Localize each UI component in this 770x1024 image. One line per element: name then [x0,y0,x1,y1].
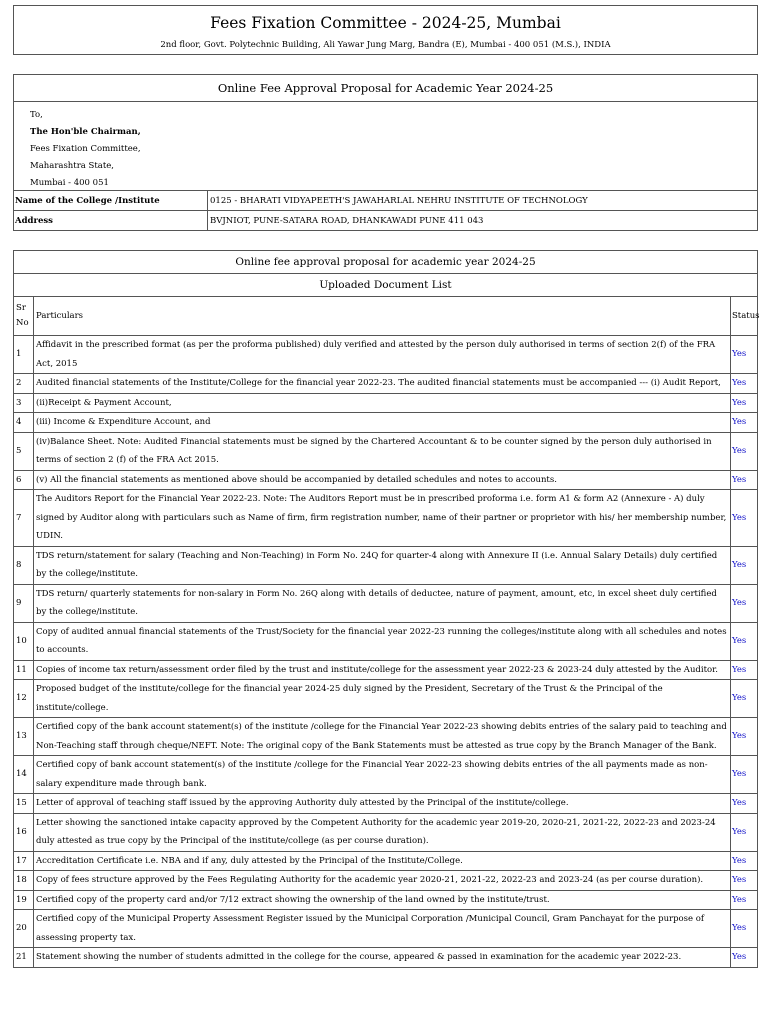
row-particulars: TDS return/ quarterly statements for non-salary in Form No. 26Q along with details of deductee, nature of payment, amount, etc, in excel sheet duly certified by the college/institute. [34,584,731,622]
table-row [14,432,758,470]
row-status: Yes [730,813,757,851]
row-particulars: Copy of audited annual financial statements of the Trust/Society for the financial year 2022-23 running the colleges/institute along with all schedules and notes to accounts. [34,622,731,660]
table-row [14,413,758,433]
row-particulars: (iv)Balance Sheet. Note: Audited Financial statements must be signed by the Chartered Accountant & to be counter signed by the person duly authorised in terms of section 2 (f) of the FRA Act 2015. [34,432,731,470]
table-header-row [14,297,758,336]
college-value: 0125 - BHARATI VIDYAPEETH'S JAWAHARLAL NEHRU INSTITUTE OF TECHNOLOGY [210,196,588,206]
addressee-line: Fees Fixation Committee, [30,144,141,154]
table-row [14,680,758,718]
address-label: Address [14,211,208,231]
row-particulars: Statement showing the number of students admitted in the college for the course, appeared & passed in examination for the academic year 2022-23. [34,948,731,968]
row-particulars: (iii) Income & Expenditure Account, and [34,413,731,433]
proposal-box [13,74,758,231]
table-row [14,756,758,794]
row-sr-no: 14 [14,756,34,794]
address-value: BVJNIOT, PUNE-SATARA ROAD, DHANKAWADI PUNE 411 043 [210,216,484,226]
row-status: Yes [730,890,757,910]
row-status: Yes [730,680,757,718]
table-row [14,910,758,948]
row-particulars: Certified copy of the Municipal Property Assessment Register issued by the Municipal Corporation /Municipal Council, Gram Panchayat for the purpose of assessing property tax. [34,910,731,948]
table-row [14,813,758,851]
document-list [13,250,758,968]
row-status: Yes [730,432,757,470]
row-sr-no: 13 [14,718,34,756]
addressee-line: The Hon'ble Chairman, [30,127,141,137]
row-particulars: Letter showing the sanctioned intake capacity approved by the Competent Authority for the academic year 2019-20, 2020-21, 2021-22, 2022-23 and 2023-24 duly attested as true copy by the Principal of the institute/college (as per course duration). [34,813,731,851]
row-status: Yes [730,374,757,394]
committee-title: Fees Fixation Committee - 2024-25, Mumbai [210,14,561,32]
table-row [14,470,758,490]
row-status: Yes [730,336,757,374]
table-row [14,660,758,680]
addressee-line: Mumbai - 400 051 [30,178,109,188]
row-particulars: Copies of income tax return/assessment order filed by the trust and institute/college for the assessment year 2022-23 & 2023-24 duly attested by the Auditor. [34,660,731,680]
row-sr-no: 7 [14,490,34,547]
document-list-subtitle: Uploaded Document List [14,274,758,297]
row-status: Yes [730,660,757,680]
row-sr-no: 20 [14,910,34,948]
document-list-title: Online fee approval proposal for academic year 2024-25 [14,251,758,274]
row-particulars: (v) All the financial statements as mentioned above should be accompanied by detailed schedules and notes to accounts. [34,470,731,490]
row-status: Yes [730,910,757,948]
table-row [14,393,758,413]
row-sr-no: 21 [14,948,34,968]
row-sr-no: 17 [14,851,34,871]
sr-no-header: Sr No [14,297,34,336]
row-status: Yes [730,718,757,756]
row-sr-no: 15 [14,794,34,814]
row-sr-no: 10 [14,622,34,660]
row-particulars: Copy of fees structure approved by the Fees Regulating Authority for the academic year 2020-21, 2021-22, 2022-23 and 2023-24 (as per course duration). [34,871,731,891]
row-particulars: Audited financial statements of the Institute/College for the financial year 2022-23. The audited financial statements must be accompanied --- (i) Audit Report, [34,374,731,394]
table-row [14,851,758,871]
row-status: Yes [730,794,757,814]
row-sr-no: 2 [14,374,34,394]
row-sr-no: 12 [14,680,34,718]
row-particulars: Certified copy of bank account statement(s) of the institute /college for the Financial Year 2022-23 showing debits entries of the all payments made as non-salary expenditure made through bank. [34,756,731,794]
table-row [14,622,758,660]
college-label: Name of the College /Institute [14,191,208,211]
table-row [14,546,758,584]
row-status: Yes [730,622,757,660]
row-status: Yes [730,546,757,584]
table-row [14,374,758,394]
college-row [14,190,757,211]
row-status: Yes [730,470,757,490]
row-status: Yes [730,413,757,433]
row-sr-no: 6 [14,470,34,490]
row-particulars: The Auditors Report for the Financial Year 2022-23. Note: The Auditors Report must be in prescribed proforma i.e. form A1 & form A2 (Annexure - A) duly signed by Auditor along with particulars such as Name of firm, firm registration number, name of their partner or proprietor with his/ her membership number, UDIN. [34,490,731,547]
row-particulars: Certified copy of the property card and/or 7/12 extract showing the ownership of the land owned by the institute/trust. [34,890,731,910]
header-box [13,5,758,55]
table-row [14,890,758,910]
row-status: Yes [730,393,757,413]
row-particulars: Certified copy of the bank account statement(s) of the institute /college for the Financial Year 2022-23 showing debits entries of the salary paid to teaching and Non-Teaching staff through cheque/NEFT. Note: The original copy of the Bank Statements must be attested as true copy by the Branch Manager of the Bank. [34,718,731,756]
row-sr-no: 4 [14,413,34,433]
particulars-header: Particulars [34,297,731,336]
row-particulars: Accreditation Certificate i.e. NBA and if any, duly attested by the Principal of the Institute/College. [34,851,731,871]
row-status: Yes [730,948,757,968]
row-sr-no: 11 [14,660,34,680]
row-status: Yes [730,851,757,871]
committee-address: 2nd floor, Govt. Polytechnic Building, Ali Yawar Jung Marg, Bandra (E), Mumbai - 400 051 (M.S.), INDIA [160,40,611,50]
row-sr-no: 3 [14,393,34,413]
row-status: Yes [730,584,757,622]
row-sr-no: 16 [14,813,34,851]
table-row [14,718,758,756]
row-particulars: Proposed budget of the institute/college for the financial year 2024-25 duly signed by the President, Secretary of the Trust & the Principal of the institute/college. [34,680,731,718]
table-row [14,794,758,814]
row-particulars: TDS return/statement for salary (Teaching and Non-Teaching) in Form No. 24Q for quarter-4 along with Annexure II (i.e. Annual Salary Details) duly certified by the college/institute. [34,546,731,584]
table-row [14,871,758,891]
row-sr-no: 9 [14,584,34,622]
row-status: Yes [730,871,757,891]
row-particulars: Affidavit in the prescribed format (as per the proforma published) duly verified and attested by the person duly authorised in terms of section 2(f) of the FRA Act, 2015 [34,336,731,374]
table-row [14,584,758,622]
row-particulars: (ii)Receipt & Payment Account, [34,393,731,413]
proposal-title: Online Fee Approval Proposal for Academic Year 2024-25 [14,75,757,102]
row-sr-no: 18 [14,871,34,891]
table-row [14,336,758,374]
document-table [13,250,758,968]
row-sr-no: 19 [14,890,34,910]
row-sr-no: 8 [14,546,34,584]
status-header: Status [730,297,757,336]
row-sr-no: 5 [14,432,34,470]
address-row [14,210,757,231]
row-status: Yes [730,490,757,547]
row-sr-no: 1 [14,336,34,374]
table-row [14,948,758,968]
row-status: Yes [730,756,757,794]
addressee-line: Maharashtra State, [30,161,114,171]
table-row [14,490,758,547]
row-particulars: Letter of approval of teaching staff issued by the approving Authority duly attested by the Principal of the institute/college. [34,794,731,814]
addressee-block [30,107,141,192]
addressee-line: To, [30,110,43,120]
